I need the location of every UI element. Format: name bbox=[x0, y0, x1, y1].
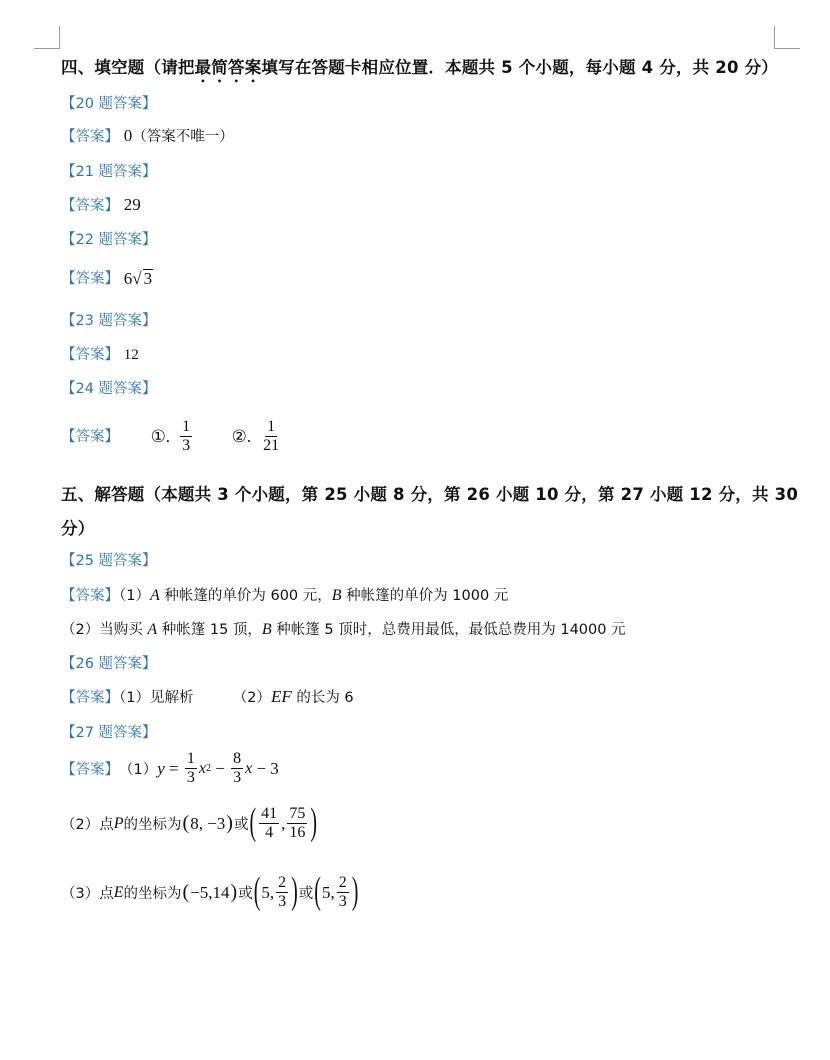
q23-answer bbox=[61, 343, 139, 364]
q25-answer-part-1 bbox=[61, 584, 508, 605]
q22-radicand: 3 bbox=[143, 269, 153, 289]
q27-answer-part-3 bbox=[61, 871, 359, 913]
q20-value: 0 bbox=[123, 126, 133, 145]
q25-answer-part-2 bbox=[61, 618, 626, 639]
q25-p1-text-1: 种帐篷的单价为 600 元， bbox=[159, 588, 332, 604]
answer-tag: 【答案】 bbox=[61, 762, 119, 779]
coordinate-values: −5,14 bbox=[190, 882, 230, 902]
coordinate-y-fraction bbox=[337, 874, 349, 912]
section-4-heading-start: 四、填空题（请把 bbox=[61, 58, 195, 77]
numerator: 1 bbox=[180, 418, 192, 437]
q26-part-2-text: 的长为 6 bbox=[291, 690, 354, 706]
q22-coefficient: 6 bbox=[123, 269, 133, 288]
or-word: 或 bbox=[238, 886, 253, 903]
constant-term: − 3 bbox=[252, 758, 279, 778]
q27-fraction-2 bbox=[231, 750, 243, 788]
coordinate-values: 8, −3 bbox=[190, 813, 226, 833]
var-a: A bbox=[149, 587, 160, 604]
denominator: 21 bbox=[263, 437, 280, 455]
denominator: 4 bbox=[265, 824, 274, 842]
numerator: 1 bbox=[265, 418, 277, 437]
var-y: y bbox=[157, 758, 165, 778]
q22-tag: 【22 题答案】 bbox=[61, 232, 157, 248]
q24-part-2 bbox=[232, 418, 284, 456]
section-4-heading-end: 填写在答题卡相应位置．本题共 5 个小题，每小题 4 分，共 20 分） bbox=[261, 58, 779, 77]
q23-value: 12 bbox=[123, 347, 139, 363]
q27-fraction-1 bbox=[185, 750, 197, 788]
numerator: 75 bbox=[287, 805, 307, 824]
q27-tag: 【27 题答案】 bbox=[61, 725, 157, 741]
q27-p3-coordinate-1: ( −5,14 ) bbox=[182, 881, 238, 904]
q22-radical-expression bbox=[124, 269, 153, 289]
q25-tag: 【25 题答案】 bbox=[61, 553, 157, 569]
q27-p2-text: 的坐标为 bbox=[123, 817, 182, 834]
q27-p3-coordinate-2: ( 5, $\frac{2}{3}$ ) bbox=[253, 871, 298, 913]
q25-p2-text-2: 种帐篷 5 顶时，总费用最低，最低总费用为 14000 元 bbox=[271, 622, 626, 638]
q27-p1-prefix: （1） bbox=[119, 762, 158, 779]
q26-part-2-prefix: （2） bbox=[232, 690, 271, 706]
q24-fraction-1 bbox=[180, 418, 192, 456]
numerator: 8 bbox=[231, 750, 243, 769]
q27-p3-text: 的坐标为 bbox=[123, 886, 182, 903]
q27-answer-part-2 bbox=[61, 802, 318, 844]
equals-sign: = bbox=[164, 758, 183, 778]
section-5-heading-line-2: 分） bbox=[61, 519, 95, 538]
var-b: B bbox=[261, 621, 272, 638]
q20-answer bbox=[61, 125, 234, 146]
var-x: x bbox=[198, 759, 206, 777]
q24-fraction-2 bbox=[261, 418, 281, 456]
q24-answer bbox=[61, 418, 283, 456]
q27-p2-prefix: （2）点 bbox=[61, 817, 114, 834]
or-word: 或 bbox=[233, 817, 249, 834]
q21-tag: 【21 题答案】 bbox=[61, 164, 157, 180]
coordinate-x: 5, bbox=[321, 882, 335, 902]
q25-p1-prefix: （1） bbox=[119, 588, 150, 604]
numerator: 41 bbox=[259, 805, 279, 824]
q27-p2-coordinate-2: ( $\frac{41}{4}$ , $\frac{75}{16}$ ) bbox=[249, 802, 318, 844]
q26-answer bbox=[61, 686, 354, 707]
q24-tag: 【24 题答案】 bbox=[61, 381, 157, 397]
minus-sign: − bbox=[210, 758, 230, 778]
q24-part-1-label: ①. bbox=[150, 426, 171, 446]
point-e: E bbox=[113, 883, 124, 901]
coordinate-x-fraction bbox=[259, 805, 279, 843]
section-4-heading bbox=[61, 54, 778, 86]
answer-tag: 【答案】 bbox=[61, 129, 119, 145]
numerator: 1 bbox=[185, 750, 197, 769]
q25-p2-text-1: 种帐篷 15 顶， bbox=[157, 622, 262, 638]
sqrt-sign: √ bbox=[132, 269, 142, 288]
denominator: 3 bbox=[338, 893, 347, 911]
denominator: 3 bbox=[233, 769, 242, 787]
answer-tag: 【答案】 bbox=[61, 198, 119, 214]
q27-p3-prefix: （3）点 bbox=[61, 886, 114, 903]
answer-tag: 【答案】 bbox=[61, 428, 119, 445]
point-p: P bbox=[113, 814, 124, 832]
q20-note: （答案不唯一） bbox=[132, 129, 234, 145]
var-a: A bbox=[147, 621, 158, 638]
q21-value: 29 bbox=[123, 195, 141, 214]
denominator: 3 bbox=[186, 769, 195, 787]
answer-tag: 【答案】 bbox=[61, 347, 119, 363]
q26-tag: 【26 题答案】 bbox=[61, 656, 157, 672]
answer-tag: 【答案】 bbox=[61, 690, 119, 706]
page-corner-mark-right bbox=[774, 26, 800, 49]
q20-tag: 【20 题答案】 bbox=[61, 96, 157, 112]
q22-answer bbox=[61, 267, 153, 289]
q26-part-1: （1）见解析 bbox=[119, 690, 194, 706]
section-5-heading-line-1: 五、解答题（本题共 3 个小题，第 25 小题 8 分，第 26 小题 10 分，第 27 小题 12 分，共 30 bbox=[61, 485, 798, 504]
answer-tag: 【答案】 bbox=[61, 271, 119, 287]
q27-answer-part-1 bbox=[61, 750, 279, 788]
q27-equation bbox=[157, 750, 279, 788]
denominator: 16 bbox=[289, 824, 306, 842]
or-word: 或 bbox=[298, 886, 314, 903]
coordinate-y-fraction bbox=[287, 805, 307, 843]
q27-p2-coordinate-1: ( 8, −3 ) bbox=[182, 812, 233, 835]
q21-answer bbox=[61, 194, 141, 215]
denominator: 3 bbox=[278, 893, 287, 911]
section-4-heading-emphasis: 最简答案 bbox=[194, 58, 262, 77]
var-x: x bbox=[245, 759, 253, 777]
q25-p1-text-2: 种帐篷的单价为 1000 元 bbox=[341, 588, 509, 604]
q23-tag: 【23 题答案】 bbox=[61, 313, 157, 329]
var-b: B bbox=[331, 587, 342, 604]
q24-part-2-label: ②. bbox=[231, 426, 252, 446]
q24-part-1 bbox=[151, 418, 195, 456]
page-corner-mark-left bbox=[34, 26, 60, 49]
segment-ef: EF bbox=[270, 687, 292, 706]
coordinate-x: 5, bbox=[261, 882, 275, 902]
numerator: 2 bbox=[337, 874, 349, 893]
exponent: 2 bbox=[205, 763, 211, 775]
q25-p2-prefix: （2）当购买 bbox=[61, 622, 148, 638]
numerator: 2 bbox=[276, 874, 288, 893]
q27-p3-coordinate-3: ( 5, $\frac{2}{3}$ ) bbox=[314, 871, 359, 913]
coordinate-y-fraction bbox=[276, 874, 288, 912]
answer-tag: 【答案】 bbox=[61, 588, 119, 604]
denominator: 3 bbox=[182, 437, 191, 455]
